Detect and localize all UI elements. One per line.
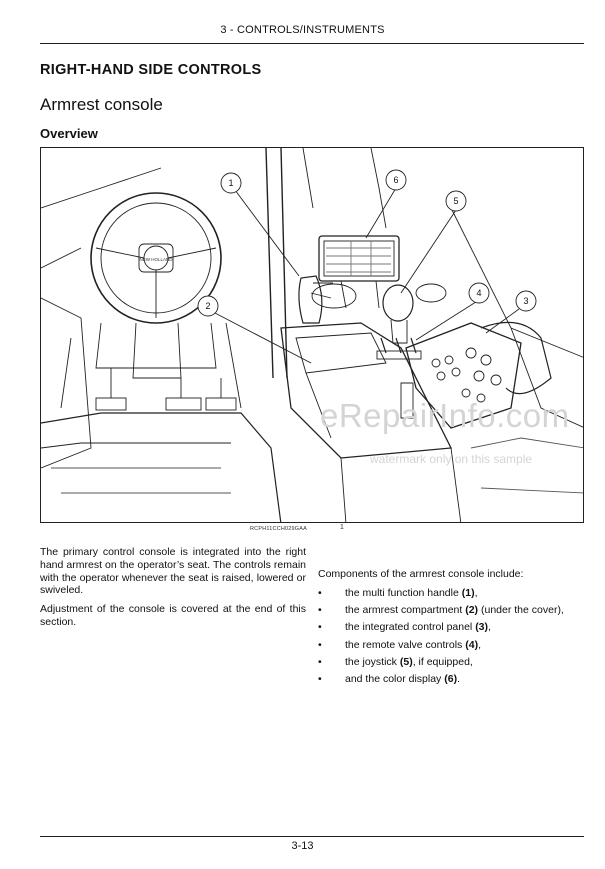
callout-label-3: 3: [523, 296, 529, 306]
remote-valve-controls: [377, 338, 421, 359]
color-display: [319, 236, 399, 308]
list-item: • the joystick (5), if equipped,: [318, 654, 564, 671]
components-list: [318, 585, 564, 688]
list-item: • the integrated control panel (3),: [318, 619, 564, 636]
section-title: RIGHT-HAND SIDE CONTROLS: [40, 62, 262, 78]
bullet: •: [318, 621, 322, 634]
figure-code: RCPH11CCH029GAA: [250, 526, 308, 532]
footer-rule: [40, 836, 584, 837]
bullet: •: [318, 655, 322, 668]
steering-badge-text: NEW HOLLAND: [139, 257, 173, 262]
bullet: •: [318, 604, 322, 617]
watermark-main: eRepairInfo.com: [320, 397, 570, 434]
callout-label-2: 2: [205, 301, 211, 311]
intro-paragraph: The primary control console is integrated into the right hand armrest on the operator’s seat. The controls remain with the operator whenever the seat is raised, lowered or swiveled.: [40, 546, 306, 597]
list-item: • the multi function handle (1),: [318, 585, 564, 602]
list-item: • the armrest compartment (2) (under the cover),: [318, 602, 564, 619]
chapter-header: 3 - CONTROLS/INSTRUMENTS: [220, 24, 385, 36]
components-intro: Components of the armrest console include:: [318, 568, 524, 580]
bullet: •: [318, 672, 322, 685]
armrest-console-figure: [40, 147, 584, 523]
bullet: •: [318, 587, 322, 599]
callout-label-1: 1: [228, 178, 234, 188]
subsection-title: Overview: [40, 126, 98, 141]
header-rule: [40, 43, 584, 44]
callout-label-5: 5: [453, 196, 459, 206]
page-number: 3-13: [291, 840, 314, 852]
bullet: •: [318, 638, 322, 651]
joystick: [383, 284, 446, 343]
page-subtitle: Armrest console: [40, 95, 163, 114]
callout-label-6: 6: [393, 175, 399, 185]
multi-function-handle: [299, 276, 356, 323]
adjustment-paragraph: Adjustment of the console is covered at the end of this section.: [40, 603, 306, 628]
figure-number: 1: [340, 524, 344, 531]
cab-illustration: [41, 148, 584, 523]
list-item: • the remote valve controls (4),: [318, 637, 564, 654]
list-item: • and the color display (6).: [318, 671, 564, 688]
watermark-note: watermark only on this sample: [370, 452, 533, 466]
callout-label-4: 4: [476, 288, 482, 298]
